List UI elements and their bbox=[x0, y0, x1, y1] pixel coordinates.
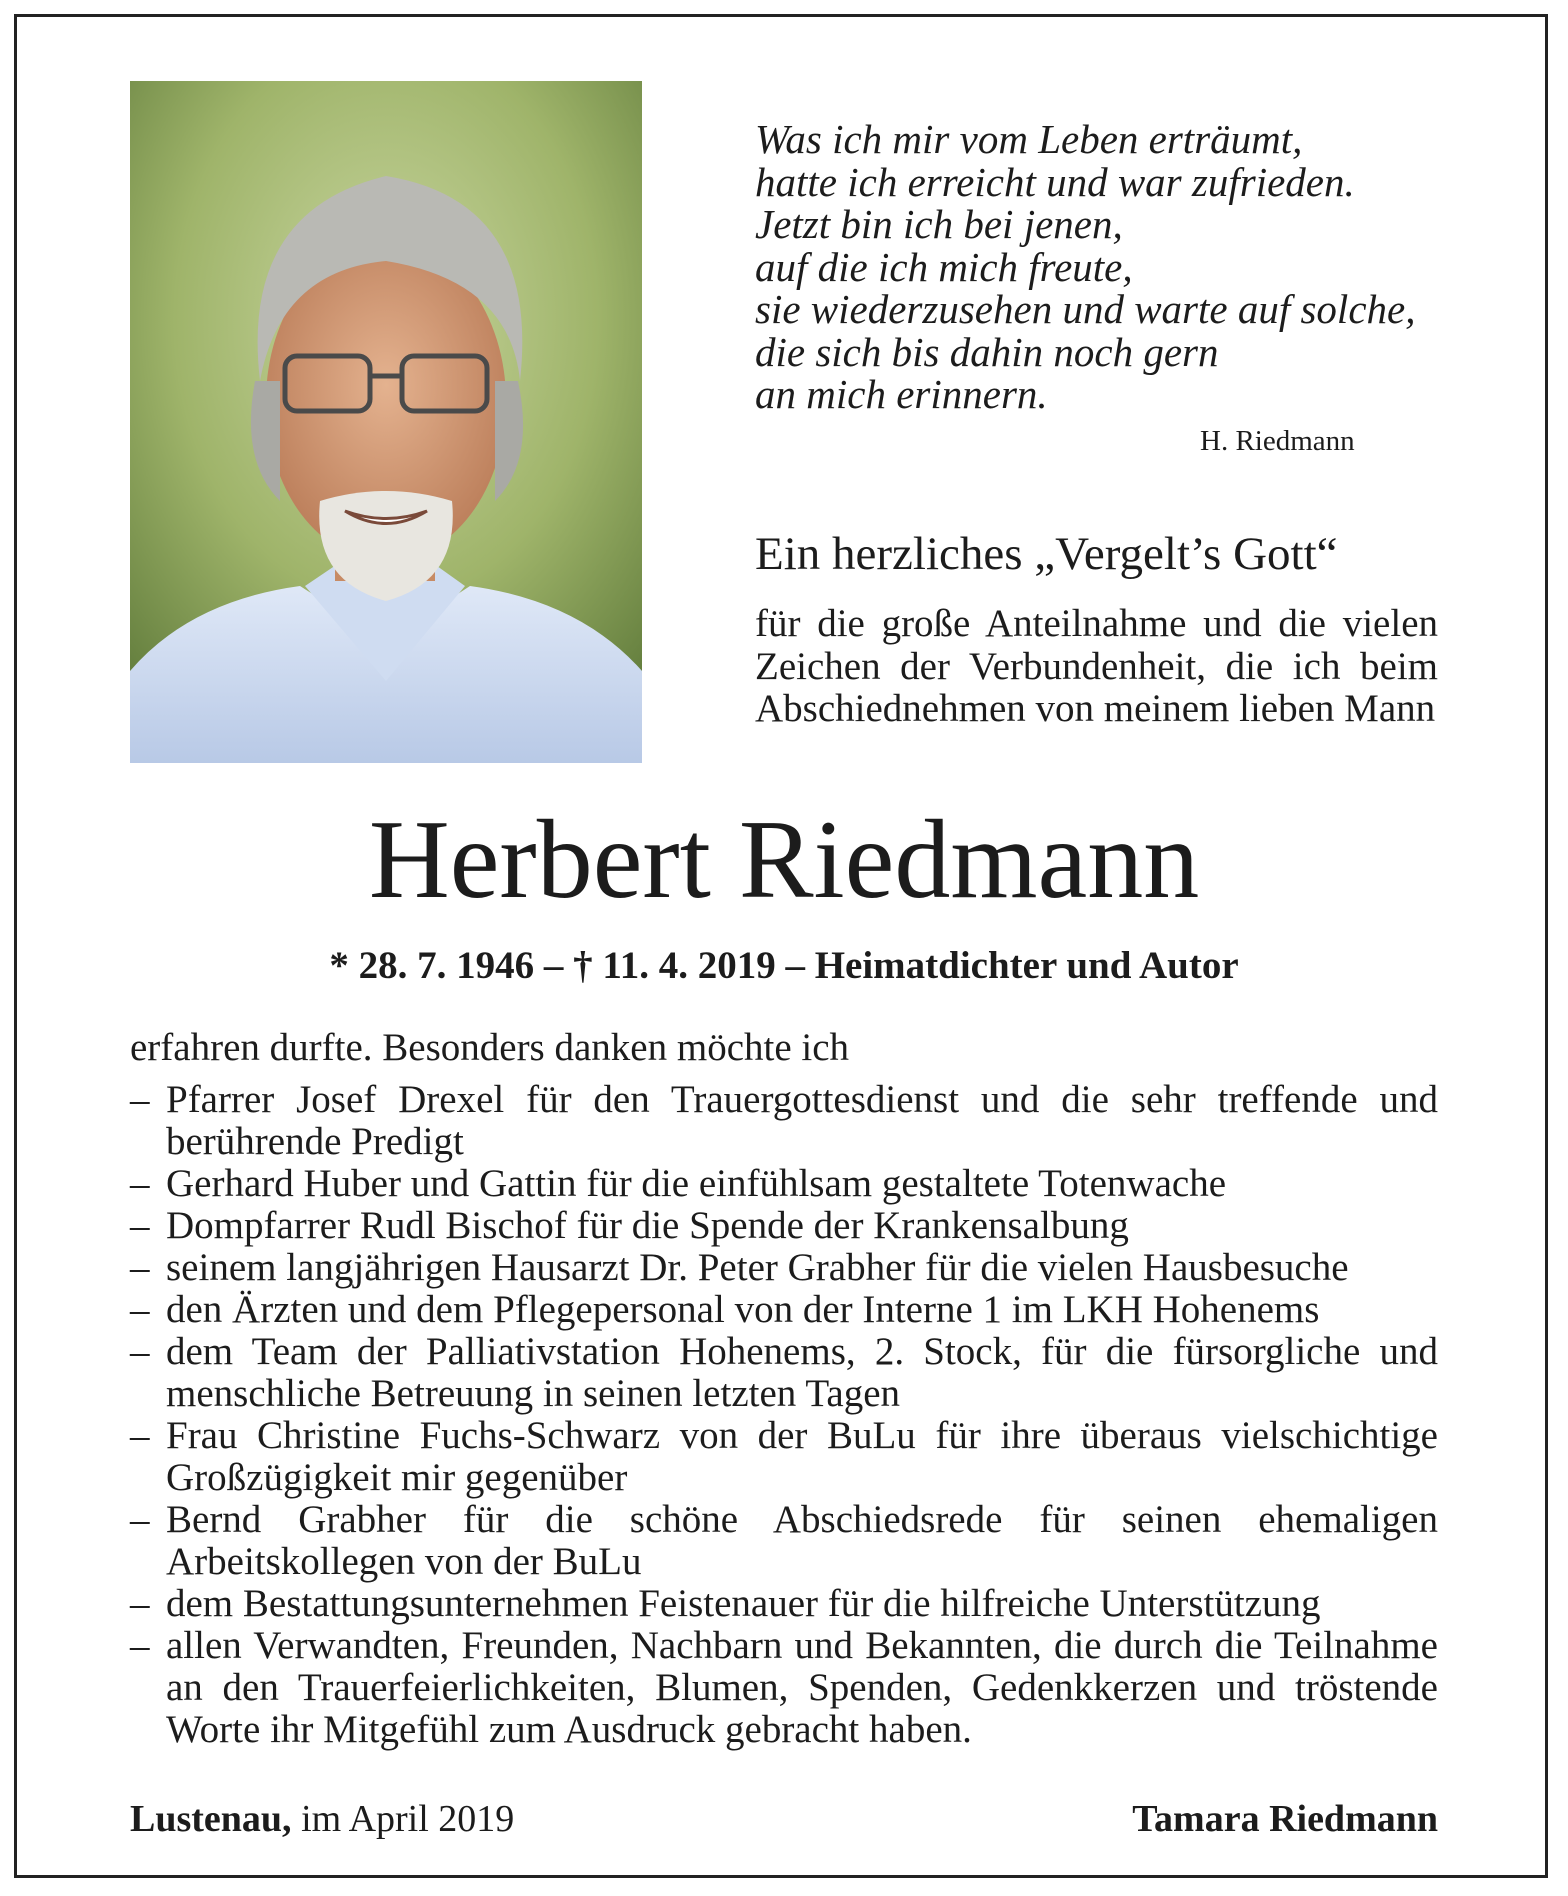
dash-bullet: – bbox=[130, 1582, 150, 1625]
thanks-intro: für die große Anteilnahme und die vielen Zeichen der Verbundenheit, die ich beim Abschiednehmen von meinem lieben Mann bbox=[755, 602, 1438, 730]
poem-line: hatte ich erreicht und war zufrieden. bbox=[755, 158, 1355, 205]
poem-line: Jetzt bin ich bei jenen, bbox=[755, 201, 1123, 247]
list-item-text: Dompfarrer Rudl Bischof für die Spende der Krankensalbung bbox=[166, 1204, 1129, 1247]
poem-line: auf die ich mich freute, bbox=[755, 243, 1133, 290]
list-item-text: Pfarrer Josef Drexel für den Trauergottesdienst und die sehr treffende und berührende Predigt bbox=[166, 1078, 1438, 1163]
list-item-text: Frau Christine Fuchs-Schwarz von der BuLu für ihre überaus vielschichtige Großzügigkeit mir gegenüber bbox=[166, 1414, 1438, 1499]
list-item-text: Bernd Grabher für die schöne Abschiedsrede für seinen ehemaligen Arbeitskollegen von der BuLu bbox=[166, 1498, 1438, 1583]
list-item bbox=[130, 1205, 1438, 1247]
dash-bullet: – bbox=[130, 1624, 150, 1667]
thanks-heading: Ein herzliches „Vergelt’s Gott“ bbox=[755, 528, 1338, 580]
dash-bullet: – bbox=[130, 1078, 150, 1121]
footer-place-date bbox=[130, 1797, 514, 1841]
dash-bullet: – bbox=[130, 1288, 150, 1331]
thanks-lead: erfahren durfte. Besonders danken möchte ich bbox=[130, 1026, 850, 1069]
list-item bbox=[130, 1331, 1438, 1415]
list-item-text: dem Bestattungsunternehmen Feistenauer für die hilfreiche Unterstützung bbox=[166, 1582, 1321, 1625]
poem-author: H. Riedmann bbox=[1200, 425, 1355, 457]
thanks-body bbox=[130, 1027, 1438, 1751]
portrait-photo bbox=[130, 81, 642, 763]
list-item bbox=[130, 1247, 1438, 1289]
dash-bullet: – bbox=[130, 1330, 150, 1373]
dash-bullet: – bbox=[130, 1414, 150, 1457]
poem-line: die sich bis dahin noch gern bbox=[755, 328, 1219, 375]
footer-signature: Tamara Riedmann bbox=[1132, 1798, 1438, 1840]
poem-line: an mich erinnern. bbox=[755, 371, 1048, 417]
footer-place: Lustenau, bbox=[130, 1798, 292, 1840]
list-item bbox=[130, 1163, 1438, 1205]
list-item bbox=[130, 1583, 1438, 1625]
list-item bbox=[130, 1415, 1438, 1499]
list-item-text: Gerhard Huber und Gattin für die einfühlsam gestaltete Totenwache bbox=[166, 1162, 1227, 1205]
portrait-illustration bbox=[130, 81, 642, 763]
poem-line: sie wiederzusehen und warte auf solche, bbox=[755, 286, 1416, 332]
dash-bullet: – bbox=[130, 1204, 150, 1247]
list-item-text: seinem langjährigen Hausarzt Dr. Peter Grabher für die vielen Hausbesuche bbox=[166, 1246, 1349, 1289]
deceased-name: Herbert Riedmann bbox=[368, 798, 1200, 922]
footer-date: im April 2019 bbox=[291, 1798, 515, 1840]
life-dates: * 28. 7. 1946 – † 11. 4. 2019 – Heimatdichter und Autor bbox=[329, 944, 1239, 987]
thanks-list bbox=[130, 1079, 1438, 1751]
dash-bullet: – bbox=[130, 1498, 150, 1541]
poem bbox=[755, 118, 1415, 416]
list-item-text: allen Verwandten, Freunden, Nachbarn und Bekannten, die durch die Teilnahme an den Trauerfeierlichkeiten, Blumen, Spenden, Gedenkkerzen und tröstende Worte ihr Mitgefühl zum Ausdruck gebracht haben. bbox=[166, 1624, 1438, 1751]
list-item-text: dem Team der Palliativstation Hohenems, 2. Stock, für die fürsorgliche und menschliche Betreuung in seinen letzten Tagen bbox=[166, 1330, 1438, 1415]
poem-line: Was ich mir vom Leben erträumt, bbox=[755, 116, 1303, 162]
dash-bullet: – bbox=[130, 1162, 150, 1205]
list-item bbox=[130, 1079, 1438, 1163]
list-item bbox=[130, 1289, 1438, 1331]
list-item-text: den Ärzten und dem Pflegepersonal von der Interne 1 im LKH Hohenems bbox=[166, 1288, 1320, 1331]
list-item bbox=[130, 1625, 1438, 1751]
list-item bbox=[130, 1499, 1438, 1583]
dash-bullet: – bbox=[130, 1246, 150, 1289]
